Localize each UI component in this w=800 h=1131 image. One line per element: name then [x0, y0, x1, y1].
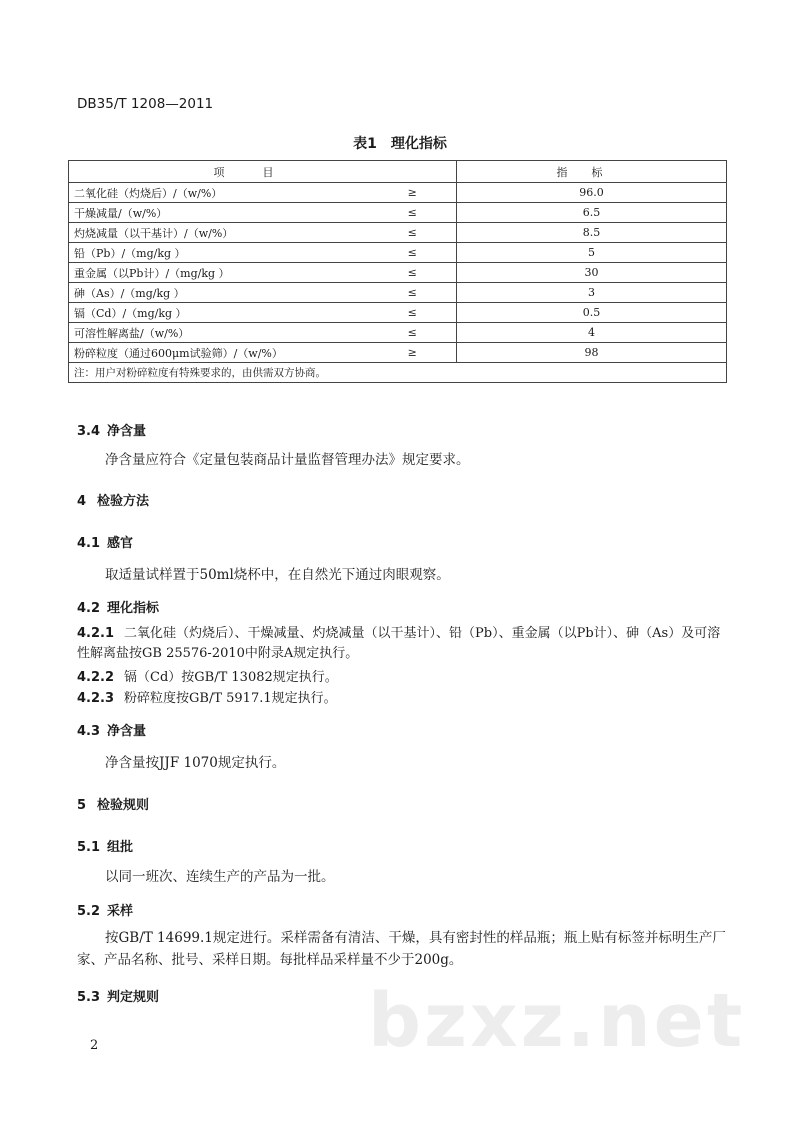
col-header-item: 项目 [69, 161, 457, 183]
section-4-3-heading: 4.3 净含量 [77, 724, 147, 739]
section-5-heading: 5 检验规则 [77, 798, 150, 813]
table-row [69, 243, 727, 263]
row-value: 96.0 [457, 183, 727, 203]
section-4-2-2: 4.2.2 镉（Cd）按GB/T 13082规定执行。 [77, 670, 338, 685]
section-5-2-heading: 5.2 采样 [77, 904, 134, 919]
row-item-name: 镉（Cd）/（mg/kg ） [69, 303, 369, 323]
table-row [69, 283, 727, 303]
row-comparison-symbol: ≤ [369, 203, 457, 223]
section-4-2-3: 4.2.3 粉碎粒度按GB/T 5917.1规定执行。 [77, 691, 337, 706]
section-4-1-text: 取适量试样置于50ml烧杯中，在自然光下通过肉眼观察。 [105, 567, 450, 583]
row-item-name: 粉碎粒度（通过600μm试验筛）/（w/%） [69, 343, 369, 363]
table-row [69, 223, 727, 243]
section-4-heading: 4 检验方法 [77, 494, 150, 509]
row-value: 3 [457, 283, 727, 303]
table-caption: 表1 理化指标 [353, 136, 447, 152]
table-row [69, 323, 727, 343]
row-comparison-symbol: ≤ [369, 283, 457, 303]
section-5-1-text: 以同一班次、连续生产的产品为一批。 [105, 869, 335, 885]
row-value: 0.5 [457, 303, 727, 323]
row-comparison-symbol: ≤ [369, 263, 457, 283]
table-note: 注：用户对粉碎粒度有特殊要求的，由供需双方协商。 [69, 363, 727, 383]
row-value: 5 [457, 243, 727, 263]
page-number: 2 [90, 1038, 99, 1053]
table-row [69, 203, 727, 223]
row-item-name: 二氧化硅（灼烧后）/（w/%） [69, 183, 369, 203]
table-note-row [69, 363, 727, 383]
section-5-1-heading: 5.1 组批 [77, 840, 134, 855]
row-comparison-symbol: ≤ [369, 303, 457, 323]
section-5-2-text: 按GB/T 14699.1规定进行。采样需备有清洁、干燥，具有密封性的样品瓶；瓶上贴有标签并标明生产厂家、产品名称、批号、采样日期。每批样品采样量不少于200g。 [77, 930, 726, 968]
row-comparison-symbol: ≤ [369, 223, 457, 243]
row-item-name: 砷（As）/（mg/kg ） [69, 283, 369, 303]
row-value: 30 [457, 263, 727, 283]
col-header-value: 指标 [457, 161, 727, 183]
section-4-2-heading: 4.2 理化指标 [77, 601, 160, 616]
section-4-3-text: 净含量按JJF 1070规定执行。 [105, 755, 286, 771]
section-4-1-heading: 4.1 感官 [77, 536, 134, 551]
row-comparison-symbol: ≤ [369, 323, 457, 343]
row-item-name: 干燥减量/（w/%） [69, 203, 369, 223]
section-4-2-1: 4.2.1 二氧化硅（灼烧后）、干燥减量、灼烧减量（以干基计）、铅（Pb）、重金属（以Pb计）、砷（As）及可溶性解离盐按GB 25576-2010中附录A规定执行。 [77, 626, 721, 661]
table-row [69, 343, 727, 363]
table-row [69, 183, 727, 203]
row-item-name: 灼烧减量（以干基计）/（w/%） [69, 223, 369, 243]
row-comparison-symbol: ≥ [369, 183, 457, 203]
section-5-3-heading: 5.3 判定规则 [77, 990, 160, 1005]
row-item-name: 可溶性解离盐/（w/%） [69, 323, 369, 343]
table-row [69, 263, 727, 283]
row-comparison-symbol: ≥ [369, 343, 457, 363]
row-value: 4 [457, 323, 727, 343]
table-header-row [69, 161, 727, 183]
watermark: bzxz.net [368, 978, 746, 1064]
section-3-4-text: 净含量应符合《定量包装商品计量监督管理办法》规定要求。 [105, 452, 470, 468]
section-3-4-heading: 3.4 净含量 [77, 424, 147, 439]
spec-table [68, 160, 727, 383]
row-item-name: 重金属（以Pb计）/（mg/kg ） [69, 263, 369, 283]
document-code: DB35/T 1208—2011 [77, 96, 214, 112]
row-value: 8.5 [457, 223, 727, 243]
row-comparison-symbol: ≤ [369, 243, 457, 263]
row-value: 98 [457, 343, 727, 363]
table-row [69, 303, 727, 323]
row-item-name: 铅（Pb）/（mg/kg ） [69, 243, 369, 263]
row-value: 6.5 [457, 203, 727, 223]
